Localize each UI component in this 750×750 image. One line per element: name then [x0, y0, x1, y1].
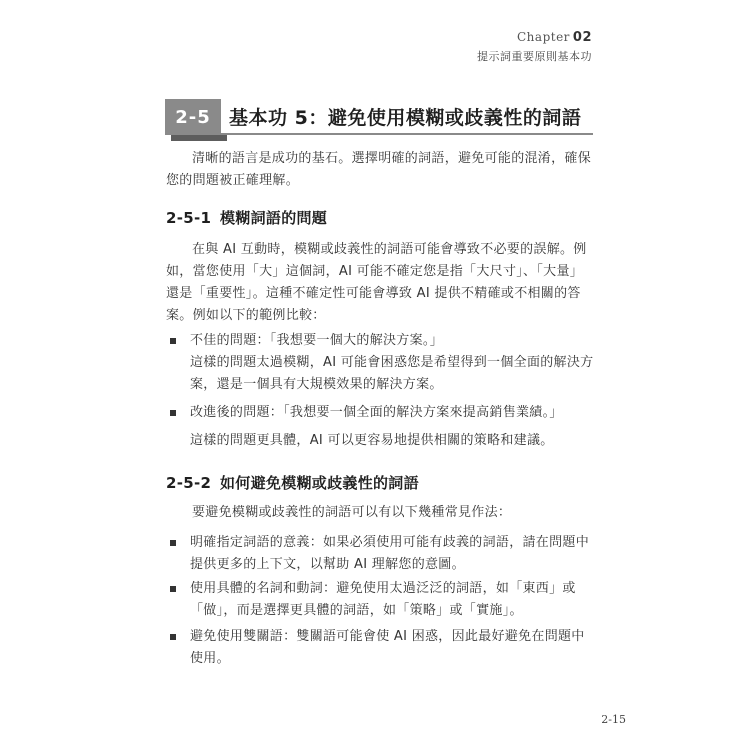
- bullet-note: 這樣的問題太過模糊，AI 可能會困惑您是希望得到一個全面的解決方案，還是一個具有大規模效果的解決方案。: [190, 355, 594, 392]
- subsection-text-1: 在與 AI 互動時，模糊或歧義性的詞語可能會導致不必要的誤解。例如，當您使用「大」這個詞，AI 可能不確定您是指「大尺寸」、「大量」還是「重要性」。這種不確定性可能會導致 AI 提供不精確或不相關的答案。例如以下的範例比較：: [166, 242, 587, 323]
- subsection-paragraph-2: [166, 502, 596, 524]
- bullet-text: 避免使用雙關語：雙關語可能會使 AI 困惑，因此最好避免在問題中使用。: [190, 629, 585, 666]
- bullet-marker: [170, 586, 176, 592]
- subsection-text-2: 要避免模糊或歧義性的詞語可以有以下幾種常見作法：: [192, 505, 512, 520]
- bullet-marker: [170, 410, 176, 416]
- bullet-text: 使用具體的名詞和動詞：避免使用太過泛泛的詞語，如「東西」或「做」，而是選擇更具體的詞語，如「策略」或「實施」。: [190, 581, 576, 618]
- section-heading: [165, 99, 593, 135]
- subsection-number-1: 2-5-1: [166, 209, 212, 227]
- bullet-text: 明確指定詞語的意義：如果必須使用可能有歧義的詞語，請在問題中提供更多的上下文，以幫助 AI 理解您的意圖。: [190, 535, 590, 572]
- section-number-badge: 2-5: [165, 99, 221, 135]
- page-number: 2-15: [601, 713, 626, 726]
- bullet-text: 改進後的問題：「我想要一個全面的解決方案來提高銷售業績。」: [190, 405, 563, 420]
- bullet-text: 不佳的問題：「我想要一個大的解決方案。」: [190, 333, 444, 348]
- chapter-label: Chapter: [517, 30, 570, 44]
- subsection-title-1: 模糊詞語的問題: [220, 209, 328, 227]
- running-head: [477, 30, 592, 64]
- chapter-subtitle: 提示詞重要原則基本功: [477, 50, 592, 63]
- list-item: [170, 532, 596, 576]
- subsection-number-2: 2-5-2: [166, 474, 212, 492]
- subsection-title-2: 如何避免模糊或歧義性的詞語: [220, 474, 419, 492]
- list-item: [170, 578, 596, 622]
- bullet-marker: [170, 634, 176, 640]
- bullet-note: 這樣的問題更具體，AI 可以更容易地提供相關的策略和建議。: [190, 433, 554, 448]
- intro-text: 清晰的語言是成功的基石。選擇明確的詞語，避免可能的混淆，確保您的問題被正確理解。: [166, 151, 592, 188]
- intro-paragraph: [166, 148, 596, 192]
- list-item: [170, 402, 596, 452]
- list-item: [170, 330, 596, 396]
- subsection-heading-1: [166, 207, 327, 228]
- section-underline: [221, 133, 593, 135]
- section-title: 基本功 5：避免使用模糊或歧義性的詞語: [229, 107, 582, 129]
- bullet-marker: [170, 338, 176, 344]
- bullet-marker: [170, 540, 176, 546]
- list-item: [170, 626, 596, 670]
- chapter-number: 02: [572, 30, 592, 45]
- chapter-line: [477, 30, 592, 45]
- subsection-heading-2: [166, 472, 419, 493]
- subsection-paragraph-1: [166, 239, 596, 327]
